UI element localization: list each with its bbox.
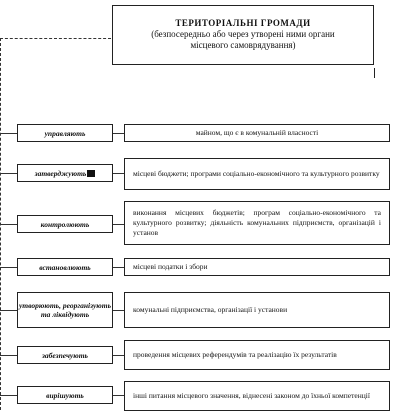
row-label-box <box>17 292 113 328</box>
row-connector <box>0 173 17 174</box>
row-text: місцеві бюджети; програми соціально-економічного та культурного розвитку <box>133 169 380 178</box>
row-text-box <box>124 158 390 190</box>
row-connector <box>0 355 17 356</box>
row-text: майном, що є в комунальній власності <box>195 128 319 137</box>
row-label-box <box>17 164 113 182</box>
row-connector <box>113 133 124 134</box>
black-marker-icon <box>87 170 95 177</box>
row-connector <box>113 310 124 311</box>
row-text: інші питання місцевого значення, віднесені законом до їхньої компетенції <box>133 391 370 400</box>
row-label: вирішують <box>46 390 84 400</box>
row-connector <box>0 310 17 311</box>
row-text-box <box>124 340 390 370</box>
row-label: затверджують <box>34 168 87 178</box>
row-connector <box>113 395 124 396</box>
row-text: місцеві податки і збори <box>133 262 208 271</box>
row-connector <box>0 224 17 225</box>
row-connector <box>113 224 124 225</box>
header-tail-line <box>374 68 376 78</box>
row-label-box <box>17 258 113 276</box>
row-connector <box>113 267 124 268</box>
row-connector <box>113 173 124 174</box>
row-label-box <box>17 124 113 142</box>
row-connector <box>0 395 17 396</box>
row-label: встановлюють <box>39 262 91 272</box>
header-subtitle: (безпосередньо або через утворені ними органи місцевого самоврядування) <box>151 29 335 50</box>
row-connector <box>0 133 17 134</box>
row-label-box <box>17 215 113 233</box>
row-connector <box>0 267 17 268</box>
row-text: комунальні підприємства, організації і установи <box>133 305 288 314</box>
row-connector <box>113 355 124 356</box>
row-text-box <box>124 381 390 411</box>
row-label: контролюють <box>40 219 90 229</box>
row-label: забезпечують <box>42 350 88 360</box>
row-text-box <box>124 292 390 328</box>
row-text-box <box>124 258 390 276</box>
row-label: управляють <box>44 128 86 138</box>
row-text: проведення місцевих референдумів та реалізацію їх результатів <box>133 350 337 359</box>
row-label: утворюють, реорганізують та ліквідують <box>18 301 112 319</box>
row-text-box <box>124 124 390 142</box>
row-text: виконання місцевих бюджетів; програм соціально-економічного та культурного розвитку; діяльність комунальних підприємств, організацій і установ <box>133 208 381 237</box>
header-connector-line <box>0 38 111 39</box>
row-text-box <box>124 201 390 245</box>
header-box <box>112 5 374 65</box>
header-title: ТЕРИТОРІАЛЬНІ ГРОМАДИ <box>175 18 311 28</box>
row-label-box <box>17 386 113 404</box>
row-label-box <box>17 346 113 364</box>
